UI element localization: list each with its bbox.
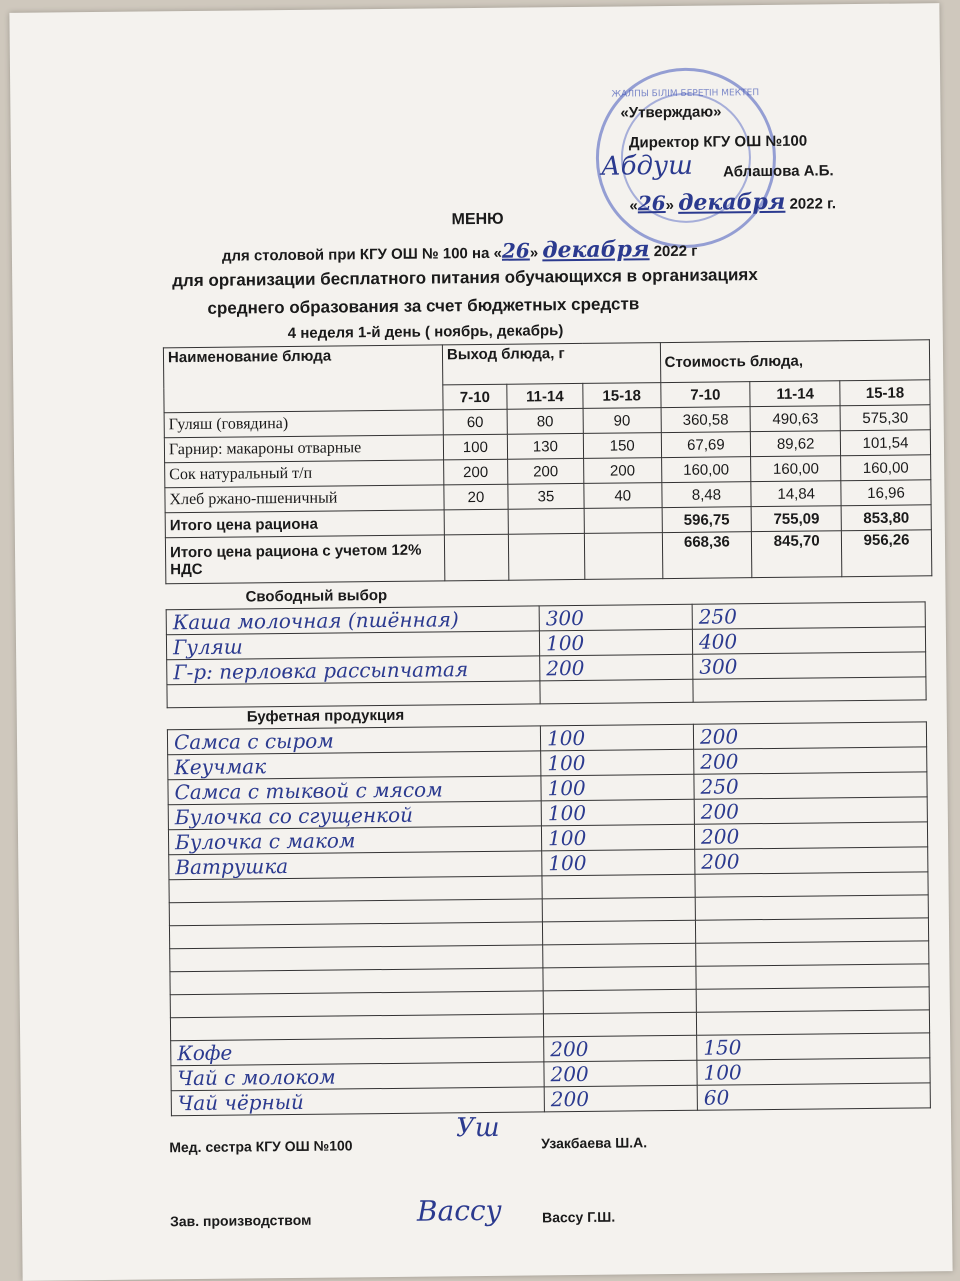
item-price: 300 [693,652,926,679]
age-header: 7-10 [443,384,507,410]
item-name: Самса с сыром [167,726,540,755]
menu-funding: среднего образования за счет бюджетных средств [207,294,640,318]
age-header: 7-10 [660,382,750,408]
production-label: Зав. производством [169,1211,312,1230]
age-header: 15-18 [583,383,661,409]
item-price: 250 [692,602,925,629]
nurse-label: Мед. сестра КГУ ОШ №100 [169,1137,353,1156]
cell: 200 [444,459,508,485]
dish-name: Гарнир: макароны отварные [164,435,443,463]
header-cost: Стоимость блюда, [660,340,930,383]
director-name: Аблашова А.Б. [723,162,834,181]
item-price: 200 [694,747,927,774]
total-cell: 596,75 [662,507,752,533]
menu-sheet [9,3,952,1281]
item-price: 200 [693,722,926,749]
menu-subtitle: для столовой при КГУ ОШ № 100 на «26» декабря 2022 г [221,236,698,265]
cell: 200 [584,458,662,484]
cell: 40 [584,483,662,509]
menu-table [163,339,932,584]
item-price: 100 [697,1058,930,1085]
age-header: 11-14 [507,383,583,409]
item-price: 400 [692,627,925,654]
item-weight [543,1012,696,1037]
item-weight: 300 [539,604,692,631]
cell: 490,63 [750,406,840,432]
total-label: Итого цена рациона [165,510,444,538]
cell: 160,00 [841,455,931,481]
cell: 130 [507,433,583,459]
item-weight: 100 [542,849,695,876]
cell: 89,62 [751,431,841,457]
cell: 16,96 [841,480,931,506]
dish-name: Хлеб ржано-пшеничный [165,485,444,513]
header-dish-name: Наименование блюда [163,345,443,413]
item-price: 250 [694,772,927,799]
item-name: Г-р: перловка рассыпчатая [167,656,540,685]
item-name: Гуляш [166,631,539,660]
cell: 35 [508,483,584,509]
age-header: 11-14 [750,381,840,407]
item-weight [540,679,693,704]
item-weight: 100 [541,824,694,851]
item-price [695,918,928,943]
stamp-text: ЖАЛПЫ БІЛІМ БЕРЕТІН МЕКТЕП [611,88,760,100]
total-vat-row [165,530,931,584]
menu-purpose: для организации бесплатного питания обучающихся в организациях [172,265,758,291]
item-weight: 100 [541,749,694,776]
item-name: Каша молочная (пшённая) [166,606,539,635]
total-cell: 755,09 [751,506,841,532]
total-vat-cell: 845,70 [752,531,842,578]
cell: 8,48 [661,482,751,508]
nurse-signature: Уш [455,1112,500,1144]
total-vat-cell: 668,36 [662,532,752,579]
item-price [696,987,929,1012]
item-weight [543,943,696,968]
director-signature: Абдуш [600,150,693,182]
item-weight [543,989,696,1014]
cell: 67,69 [661,432,751,458]
item-weight [543,966,696,991]
cell: 575,30 [840,405,930,431]
cell: 20 [444,484,508,510]
age-header: 15-18 [840,380,930,406]
cell: 150 [583,433,661,459]
item-name: Булочка с маком [168,826,541,855]
item-name: Кеучмак [168,751,541,780]
item-price [695,895,928,920]
item-price [695,872,928,897]
total-cell: 853,80 [841,505,931,531]
cell: 60 [443,409,507,435]
item-price [696,1010,929,1035]
production-name: Вассу Г.Ш. [541,1208,616,1226]
total-vat-label: Итого цена рациона с учетом 12% НДС [165,535,444,584]
director-title: Директор КГУ ОШ №100 [628,132,808,152]
item-weight: 100 [541,799,694,826]
item-name: Кофе [171,1037,544,1066]
item-name: Булочка со сгущенкой [168,801,541,830]
item-weight: 100 [541,774,694,801]
buffet-table [167,721,931,1116]
item-name: Самса с тыквой с мясом [168,776,541,805]
menu-title: МЕНЮ [451,210,504,229]
cell: 14,84 [751,481,841,507]
header-output: Выход блюда, г [442,343,660,385]
item-price [696,941,929,966]
cell: 200 [507,458,583,484]
item-weight [542,874,695,899]
cell: 90 [583,408,661,434]
item-name: Ватрушка [169,851,542,880]
cell: 101,54 [840,430,930,456]
production-signature: Вассу [416,1193,503,1228]
item-weight [542,897,695,922]
item-name: Чай чёрный [171,1087,544,1116]
item-weight: 200 [544,1085,697,1112]
item-price: 200 [695,847,928,874]
item-price: 60 [697,1083,930,1110]
free-choice-table [166,601,927,708]
item-name: Чай с молоком [171,1062,544,1091]
item-weight: 200 [540,654,693,681]
cell: 80 [507,408,583,434]
dish-name: Сок натуральный т/п [165,460,444,488]
item-weight: 100 [540,724,693,751]
item-name [167,681,540,708]
week-day: 4 неделя 1-й день ( ноябрь, декабрь) [287,322,564,343]
item-weight [542,920,695,945]
item-price [693,677,926,702]
item-price: 200 [694,822,927,849]
total-vat-cell: 956,26 [842,530,932,577]
item-price: 200 [694,797,927,824]
cell: 100 [443,434,507,460]
item-weight: 200 [544,1035,697,1062]
nurse-name: Узакбаева Ш.А. [541,1134,648,1152]
buffet-title: Буфетная продукция [246,706,405,726]
dish-name: Гуляш (говядина) [164,410,443,438]
approve-label: «Утверждаю» [620,103,722,122]
free-choice-title: Свободный выбор [245,586,388,606]
cell: 160,00 [661,457,751,483]
cell: 160,00 [751,456,841,482]
item-weight: 200 [544,1060,697,1087]
cell: 360,58 [661,407,751,433]
item-weight: 100 [539,629,692,656]
item-price: 150 [697,1033,930,1060]
approval-date: «26» декабря 2022 г. [629,188,837,216]
item-price [696,964,929,989]
